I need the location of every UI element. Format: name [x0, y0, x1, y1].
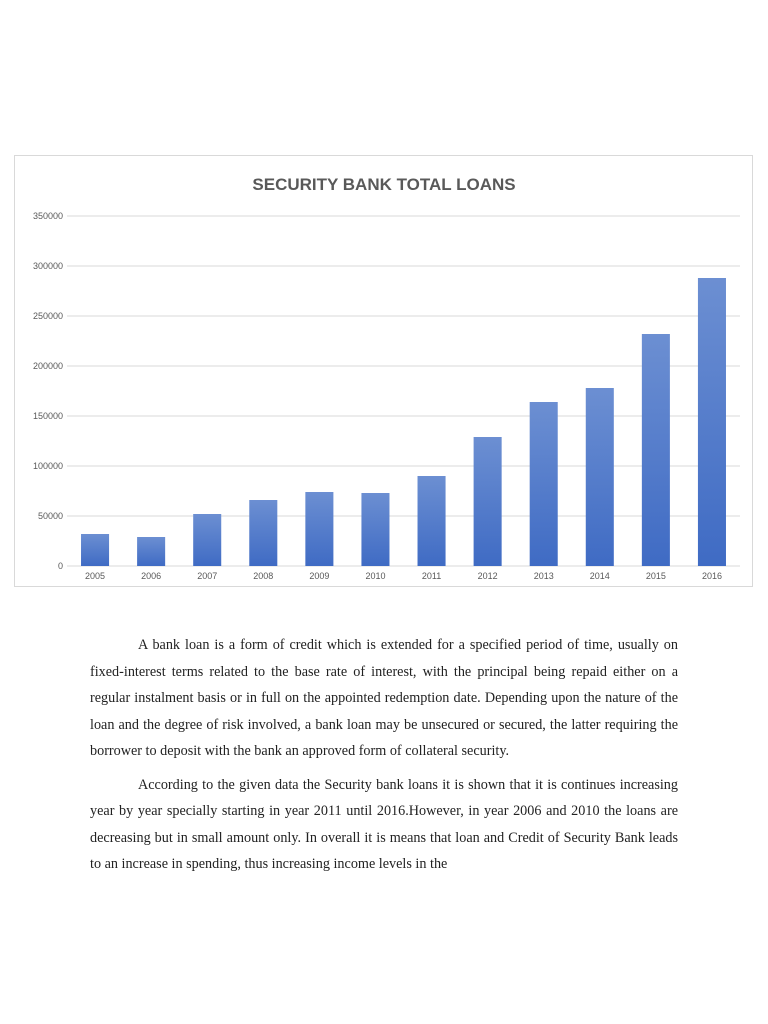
bar-2011 [418, 476, 446, 566]
gridlines [67, 216, 740, 566]
x-tick-label: 2014 [589, 571, 610, 581]
y-tick-label: 100000 [32, 461, 63, 471]
x-tick-label: 2011 [421, 571, 442, 581]
x-tick-label: 2008 [253, 571, 274, 581]
bar-2013 [530, 402, 558, 566]
x-tick-label: 2007 [197, 571, 218, 581]
x-tick-label: 2012 [477, 571, 498, 581]
x-tick-label: 2016 [701, 571, 722, 581]
bar-2016 [698, 278, 726, 566]
y-tick-label: 350000 [32, 211, 63, 221]
y-tick-label: 300000 [32, 261, 63, 271]
bar-chart [15, 156, 752, 586]
bar-2014 [586, 388, 614, 566]
y-axis-ticks [33, 211, 63, 571]
x-tick-label: 2010 [365, 571, 386, 581]
paragraph-analysis: According to the given data the Security bank loans it is shown that it is continues increasing year by year specially starting in year 2011 until 2016.However, in year 2006 and 2010 the loans are decreasing but in small amount only. In overall it is means that loan and Credit of Security Bank leads to an increase in spending, thus increasing income levels in the [90, 776, 678, 872]
y-tick-label: 150000 [32, 411, 63, 421]
y-tick-label: 250000 [32, 311, 63, 321]
bar-2010 [361, 493, 389, 566]
x-tick-label: 2006 [141, 571, 162, 581]
bar-2012 [474, 437, 502, 566]
bar-2008 [249, 500, 277, 566]
x-tick-label: 2005 [85, 571, 106, 581]
bar-2006 [137, 537, 165, 566]
bar-2015 [642, 334, 670, 566]
bars [81, 278, 726, 566]
y-tick-label: 0 [57, 561, 63, 571]
paragraph-intro: A bank loan is a form of credit which is extended for a specified period of time, usually on fixed-interest terms related to the base rate of interest, with the principal being repaid either on a regular instalment basis or in full on the appointed redemption date. Depending upon the nature of the loan and the degree of risk involved, a bank loan may be unsecured or secured, the latter requiring the borrower to deposit with the bank an approved form of collateral security. [90, 637, 678, 759]
bar-2005 [81, 534, 109, 566]
y-tick-label: 200000 [32, 361, 63, 371]
x-tick-label: 2013 [533, 571, 554, 581]
x-tick-label: 2015 [645, 571, 666, 581]
body-text [90, 632, 678, 885]
bar-2007 [193, 514, 221, 566]
chart-container [14, 155, 753, 587]
chart-title: SECURITY BANK TOTAL LOANS [252, 175, 516, 194]
x-tick-label: 2009 [309, 571, 330, 581]
x-axis-ticks [85, 571, 722, 581]
y-tick-label: 50000 [37, 511, 63, 521]
bar-2009 [305, 492, 333, 566]
